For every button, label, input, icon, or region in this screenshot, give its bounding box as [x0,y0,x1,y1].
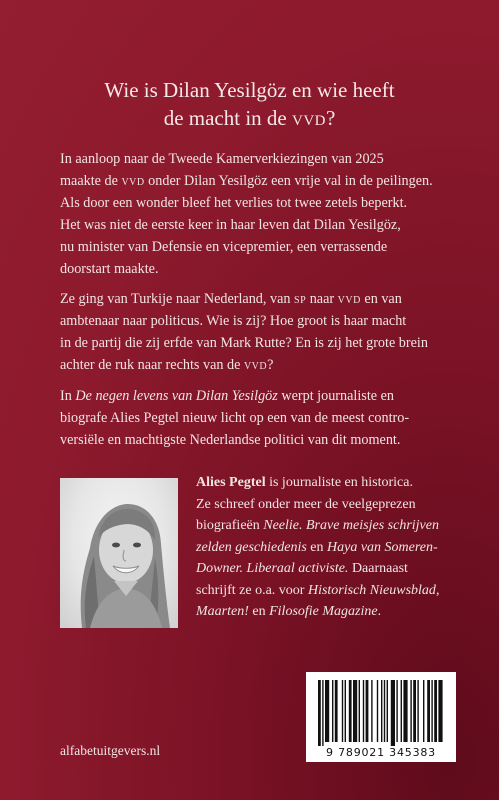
bio-line [196,601,466,623]
title-line-1: Wie is Dilan Yesilgöz en wie heeft [104,78,395,102]
magazine-title: Maarten! [196,604,249,619]
book-title: zelden geschiedenis [196,539,307,555]
text-run: biografieën [196,518,264,533]
title-line-2-text: de macht in de [163,106,292,130]
paragraph-line: ambtenaar naar politicus. Wie is zij? Hoe groot is haar macht [60,313,407,329]
bio-line [196,515,466,537]
barcode-bar [391,680,395,746]
abbr-vvd: vvd [121,173,145,189]
paragraph-line: nu minister van Defensie en vicepremier, een verrassende [60,239,388,255]
barcode-bar [345,680,346,742]
book-title: Neelie. Brave meisjes schrijven [263,518,439,533]
paragraph-line [60,170,455,192]
text-run: maakte de [60,173,122,189]
barcode-bar [332,680,333,742]
barcode-bar [410,680,411,742]
barcode-bar [325,680,329,742]
isbn-number: 9 789021 345383 [326,746,436,759]
magazine-title: Historisch Nieuwsblad [307,582,436,598]
barcode-bar [427,680,430,742]
text-run: naar [306,291,338,307]
barcode-bar [384,680,385,742]
text-run: schrijft ze o.a. voor [196,582,308,598]
text-run: ? [267,357,274,373]
publisher-url[interactable]: alfabetuitgevers.nl [60,743,161,758]
isbn-barcode [306,672,456,762]
barcode-bar [413,680,416,742]
paragraph-line: in de partij die zij erfde van Mark Rutte? En is zij het grote brein [60,335,428,351]
bio-line [196,537,466,559]
bio-line [196,580,466,602]
barcode-bar [396,680,397,742]
blurb-paragraph-1 [60,148,455,280]
barcode-bar [322,680,323,746]
text-run: onder Dilan Yesilgöz een vrije val in de peilingen. [144,173,433,189]
barcode-bar [401,680,402,742]
barcode-bar [366,680,369,742]
text-run: en [248,604,270,619]
text-run: en van [360,291,402,307]
text-run: is journaliste en historica. [265,475,413,490]
text-run: Ze ging van Turkije naar Nederland, van [60,291,295,307]
paragraph-line: versiële en machtigste Nederlandse politici van dit moment. [60,432,401,448]
paragraph-line: doorstart maakte. [60,261,159,277]
paragraph-line [60,354,455,376]
barcode-bar [363,680,364,742]
paragraph-line: Als door een wonder bleef het verlies tot twee zetels beperkt. [60,195,408,211]
barcode-bar [434,680,437,742]
barcode-bar [342,680,343,742]
title-line-2 [0,104,499,132]
bio-line [196,558,466,580]
text-run: achter de ruk naar rechts van de [60,357,244,373]
title-question-mark: ? [325,106,336,130]
barcode-bar [353,680,357,742]
book-title: Haya van Someren- [327,539,438,555]
barcode-bar [359,680,360,742]
text-run: Daarnaast [348,561,408,576]
bio-line: Ze schreef onder meer de veelgeprezen [196,496,416,512]
text-run: werpt journaliste en [277,388,395,404]
paragraph-line [60,385,455,407]
author-bio [196,472,466,623]
barcode-bar [431,680,432,742]
paragraph-line: biografe Alies Pegtel nieuw licht op een van de meest contro- [60,410,410,426]
paragraph-line [60,288,455,310]
barcode-bar [417,680,418,742]
back-cover-title [0,76,499,132]
book-title: De negen levens van Dilan Yesilgöz [75,388,278,404]
barcode-bar [381,680,382,742]
title-vvd: vvd [291,106,326,130]
barcode-bar [403,680,407,742]
barcode-bar [349,680,352,742]
barcode-bar [335,680,338,742]
barcode-bar [423,680,424,742]
barcode-bar [377,680,378,742]
paragraph-line: In aanloop naar de Tweede Kamerverkiezingen van 2025 [60,151,384,167]
abbr-vvd: vvd [337,291,361,307]
author-photo [60,478,178,628]
abbr-sp: sp [294,291,307,307]
blurb-paragraph-2 [60,288,455,376]
book-title: Downer. Liberaal activiste. [196,561,349,576]
text-run: en [306,539,328,555]
barcode-bars [306,672,456,746]
barcode-bar [371,680,372,742]
text-run: In [60,388,76,404]
bio-line [196,472,466,494]
text-run: , [435,582,440,598]
paragraph-line: Het was niet de eerste keer in haar leven dat Dilan Yesilgöz, [60,217,401,233]
barcode-bar [318,680,321,746]
barcode-bar [387,680,388,742]
magazine-title: Filosofie Magazine [269,604,378,619]
author-name: Alies Pegtel [196,475,266,490]
abbr-vvd: vvd [243,357,268,373]
barcode-bar [438,680,442,742]
blurb-paragraph-3 [60,385,455,451]
author-portrait-illustration [60,478,178,628]
text-run: . [377,604,382,619]
